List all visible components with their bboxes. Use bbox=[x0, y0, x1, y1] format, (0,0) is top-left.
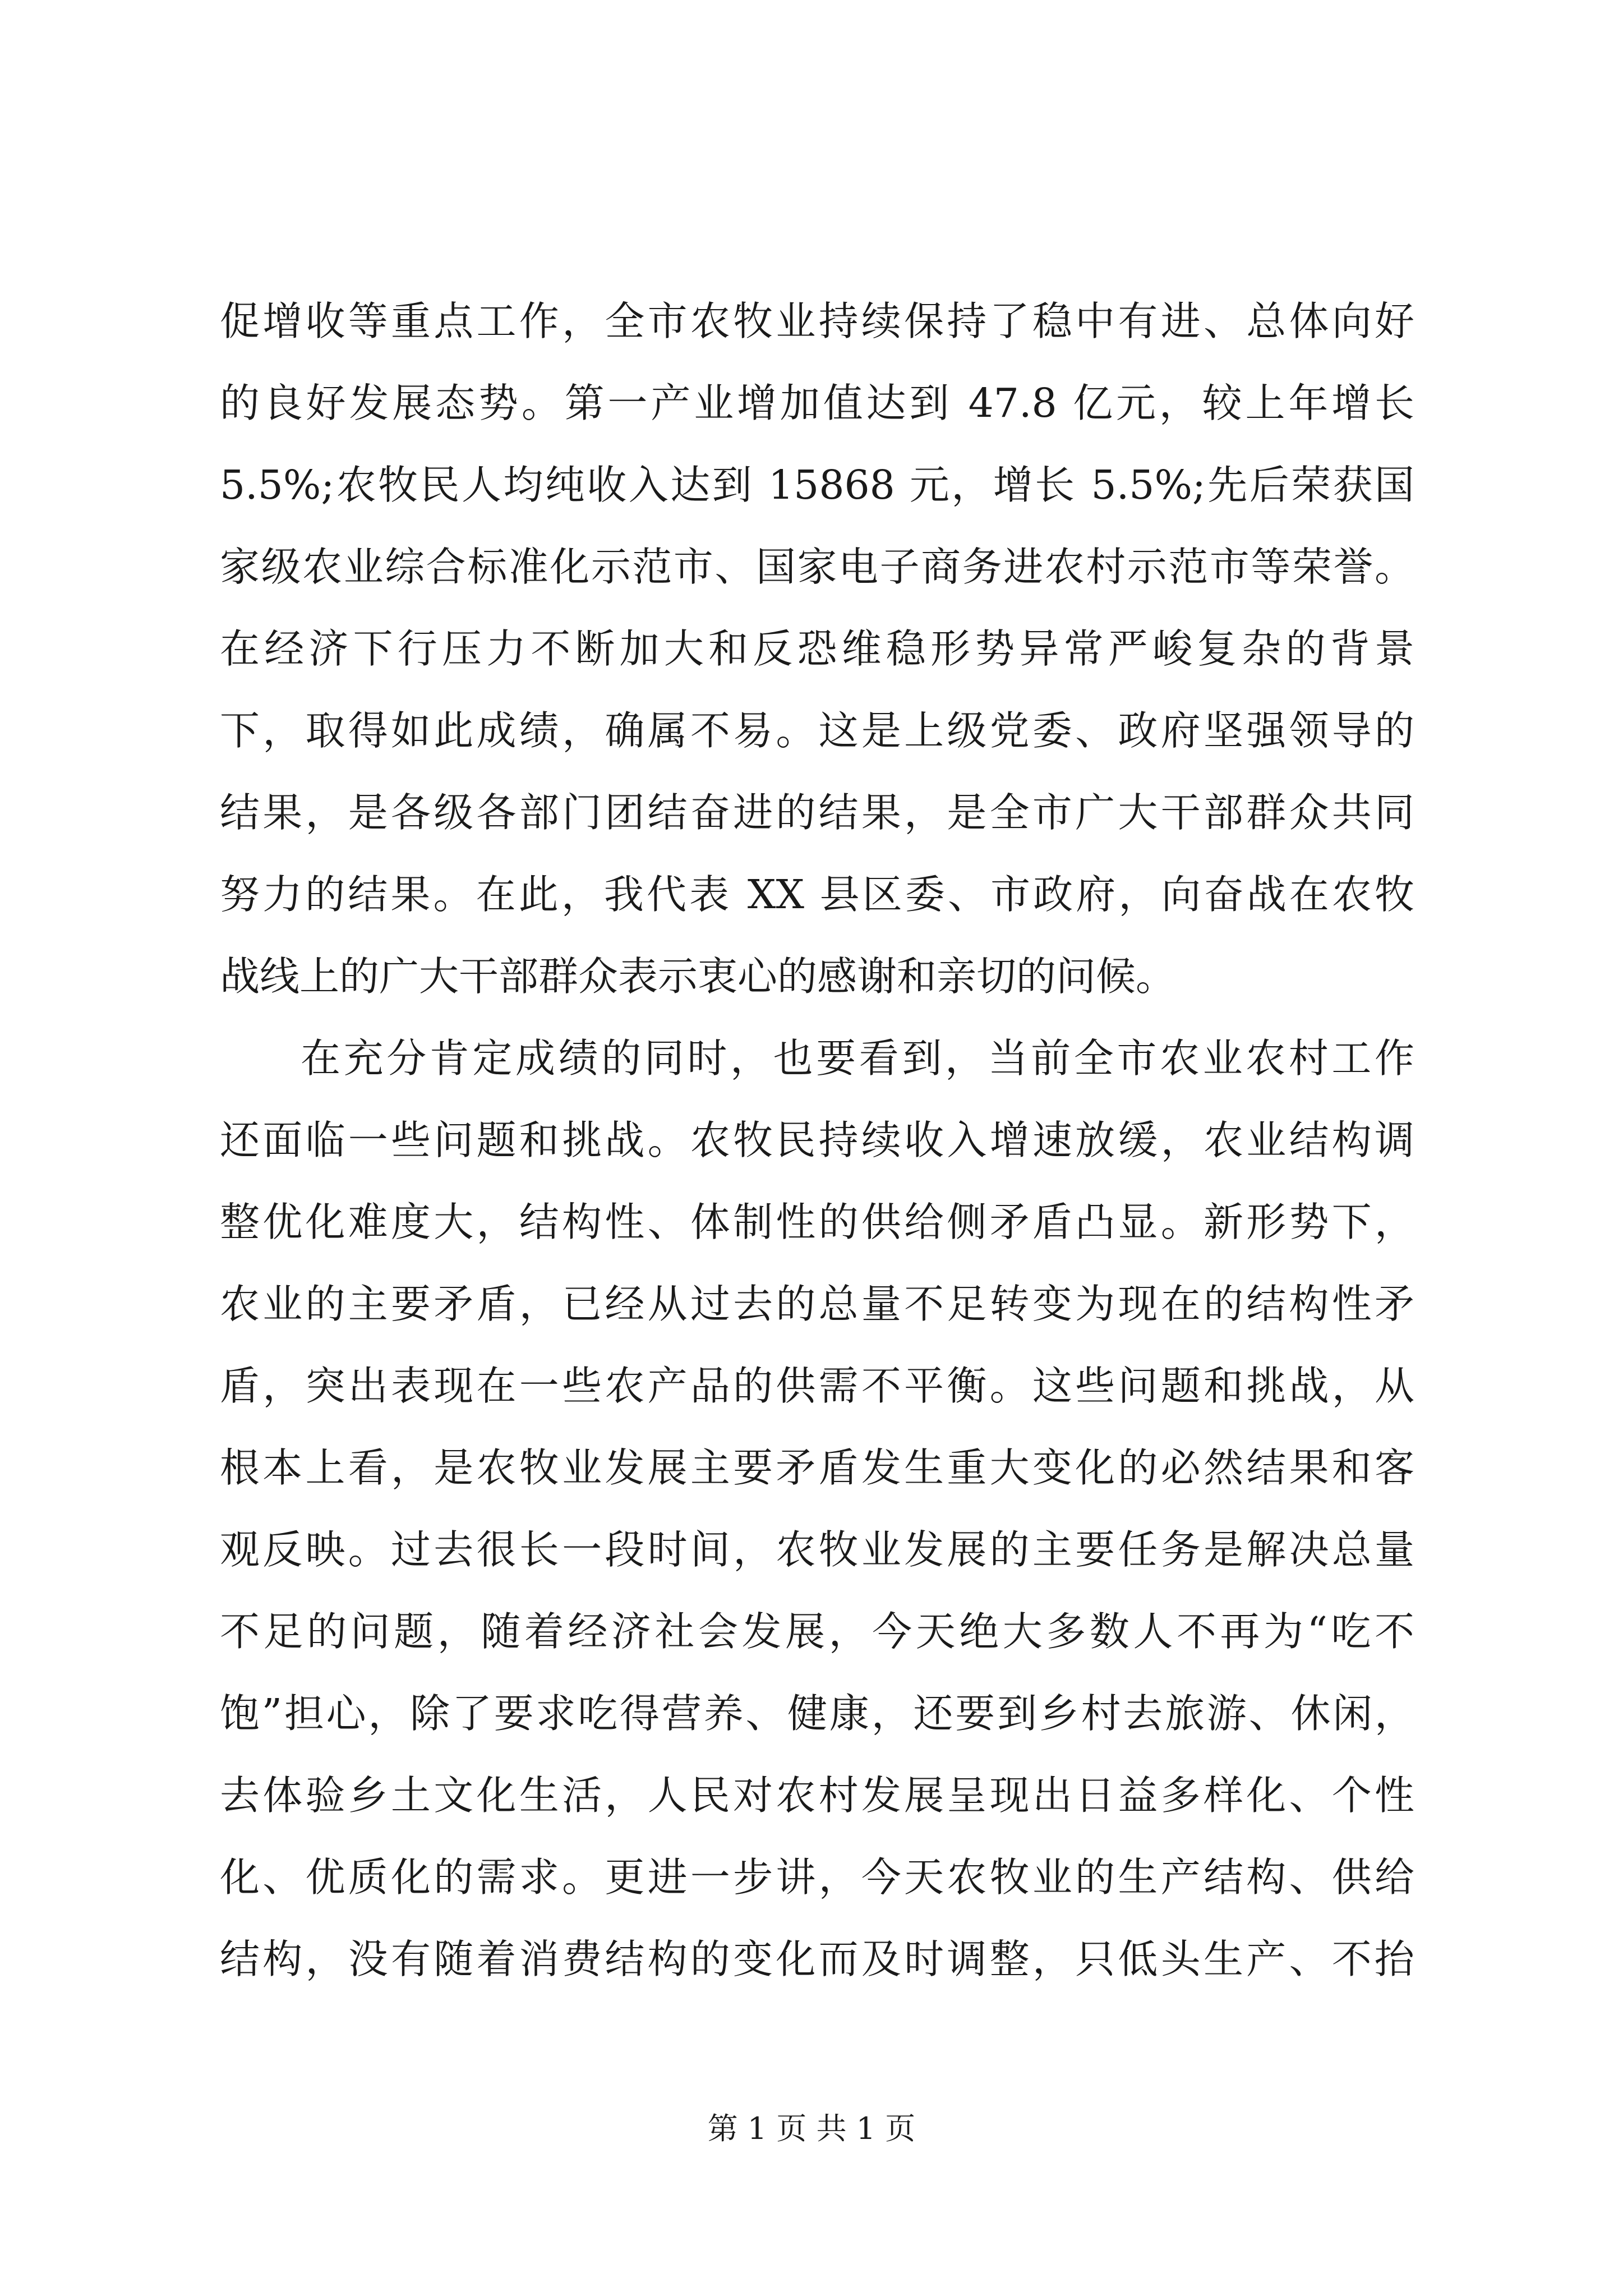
text-line: 的良好发展态势。第一产业增加值达到 47.8 亿元，较上年增长 bbox=[220, 380, 1414, 426]
text-line: 根本上看，是农牧业发展主要矛盾发生重大变化的必然结果和客 bbox=[220, 1444, 1414, 1491]
text-line: 盾，突出表现在一些农产品的供需不平衡。这些问题和挑战，从 bbox=[220, 1363, 1414, 1409]
text-line: 饱”担心，除了要求吃得营养、健康，还要到乡村去旅游、休闲， bbox=[220, 1690, 1414, 1737]
text-line: 结果，是各级各部门团结奋进的结果，是全市广大干部群众共同 bbox=[220, 789, 1414, 836]
text-line: 努力的结果。在此，我代表 XX 县区委、市政府，向奋战在农牧 bbox=[220, 871, 1414, 918]
text-line: 整优化难度大，结构性、体制性的供给侧矛盾凸显。新形势下， bbox=[220, 1199, 1414, 1245]
text-line: 化、优质化的需求。更进一步讲，今天农牧业的生产结构、供给 bbox=[220, 1854, 1414, 1901]
text-line: 结构，没有随着消费结构的变化而及时调整，只低头生产、不抬 bbox=[220, 1936, 1414, 1982]
text-line: 家级农业综合标准化示范市、国家电子商务进农村示范市等荣誉。 bbox=[220, 544, 1414, 590]
text-line: 下，取得如此成绩，确属不易。这是上级党委、政府坚强领导的 bbox=[220, 707, 1414, 754]
text-line: 5.5%;农牧民人均纯收入达到 15868 元，增长 5.5%;先后荣获国 bbox=[220, 462, 1414, 508]
text-line: 观反映。过去很长一段时间，农牧业发展的主要任务是解决总量 bbox=[220, 1526, 1414, 1573]
text-line: 还面临一些问题和挑战。农牧民持续收入增速放缓，农业结构调 bbox=[220, 1117, 1414, 1163]
text-line: 在充分肯定成绩的同时，也要看到，当前全市农业农村工作 bbox=[301, 1035, 1414, 1082]
text-line: 去体验乡土文化生活，人民对农村发展呈现出日益多样化、个性 bbox=[220, 1772, 1414, 1819]
text-line: 不足的问题，随着经济社会发展，今天绝大多数人不再为“吃不 bbox=[220, 1608, 1414, 1655]
text-line: 农业的主要矛盾，已经从过去的总量不足转变为现在的结构性矛 bbox=[220, 1281, 1414, 1327]
page-number-footer: 第 1 页 共 1 页 bbox=[707, 2111, 916, 2146]
text-line: 在经济下行压力不断加大和反恐维稳形势异常严峻复杂的背景 bbox=[220, 625, 1414, 672]
text-line: 战线上的广大干部群众表示衷心的感谢和亲切的问候。 bbox=[220, 953, 1176, 1000]
text-line: 促增收等重点工作，全市农牧业持续保持了稳中有进、总体向好 bbox=[220, 298, 1414, 344]
